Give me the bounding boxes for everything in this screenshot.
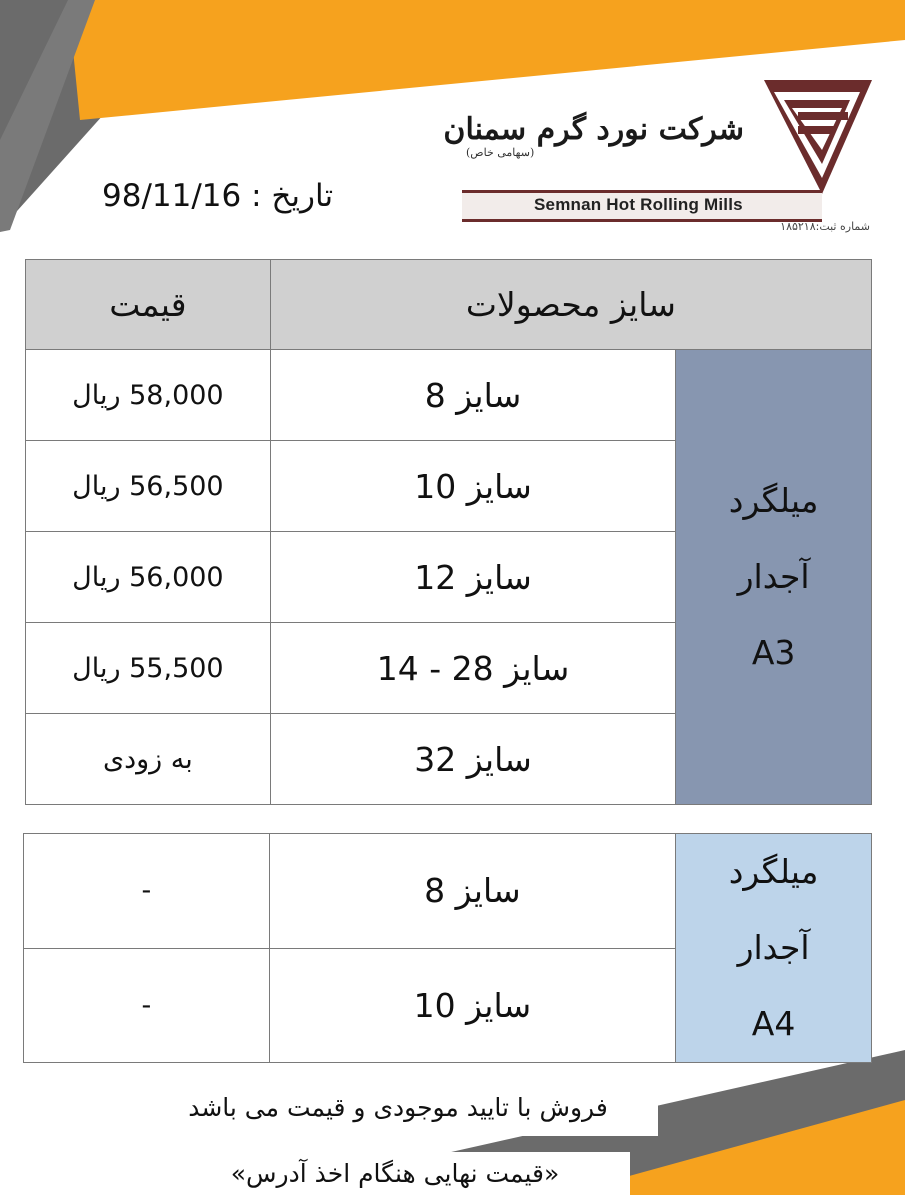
category-line: میلگرد bbox=[728, 481, 819, 520]
price-cell: 58,000 ریال bbox=[26, 350, 271, 441]
price-cell: 56,000 ریال bbox=[26, 532, 271, 623]
registration-number: شماره ثبت:۱۸۵۲۱۸ bbox=[780, 220, 870, 233]
logo-company-name-en: Semnan Hot Rolling Mills bbox=[534, 195, 743, 214]
price-table-a4 bbox=[23, 833, 872, 1063]
size-cell: سایز 8 bbox=[270, 350, 675, 441]
category-line: آجدار bbox=[737, 928, 810, 967]
size-cell: سایز 28 - 14 bbox=[270, 623, 675, 714]
size-cell: سایز 10 bbox=[269, 948, 676, 1063]
price-cell: 55,500 ریال bbox=[26, 623, 271, 714]
size-cell: سایز 32 bbox=[270, 714, 675, 805]
logo-company-subtitle: (سهامی خاص) bbox=[466, 146, 535, 159]
category-line: میلگرد bbox=[728, 852, 819, 891]
table-row bbox=[24, 834, 872, 949]
company-logo bbox=[443, 78, 874, 236]
category-line: آجدار bbox=[737, 557, 810, 596]
category-cell-a3 bbox=[676, 350, 872, 805]
date-label: تاریخ : 98/11/16 bbox=[96, 176, 339, 216]
footer-note: فروش با تایید موجودی و قیمت می باشد bbox=[138, 1080, 658, 1136]
header-size: سایز محصولات bbox=[270, 260, 871, 350]
price-cell: به زودی bbox=[26, 714, 271, 805]
category-line: A3 bbox=[751, 633, 796, 672]
table-row bbox=[26, 350, 872, 441]
price-cell: - bbox=[24, 948, 270, 1063]
price-cell: 56,500 ریال bbox=[26, 441, 271, 532]
price-table-a3 bbox=[25, 259, 872, 805]
category-line: A4 bbox=[751, 1004, 796, 1043]
size-cell: سایز 10 bbox=[270, 441, 675, 532]
category-cell-a4 bbox=[676, 834, 872, 1063]
header-price: قیمت bbox=[26, 260, 271, 350]
logo-company-name-fa: شرکت نورد گرم سمنان bbox=[443, 112, 744, 147]
size-cell: سایز 12 bbox=[270, 532, 675, 623]
footer-note-final-price: «قیمت نهایی هنگام اخذ آدرس» bbox=[160, 1152, 630, 1195]
price-cell: - bbox=[24, 834, 270, 949]
size-cell: سایز 8 bbox=[269, 834, 676, 949]
logo-mark-icon bbox=[762, 78, 874, 196]
logo-banner bbox=[462, 190, 822, 222]
